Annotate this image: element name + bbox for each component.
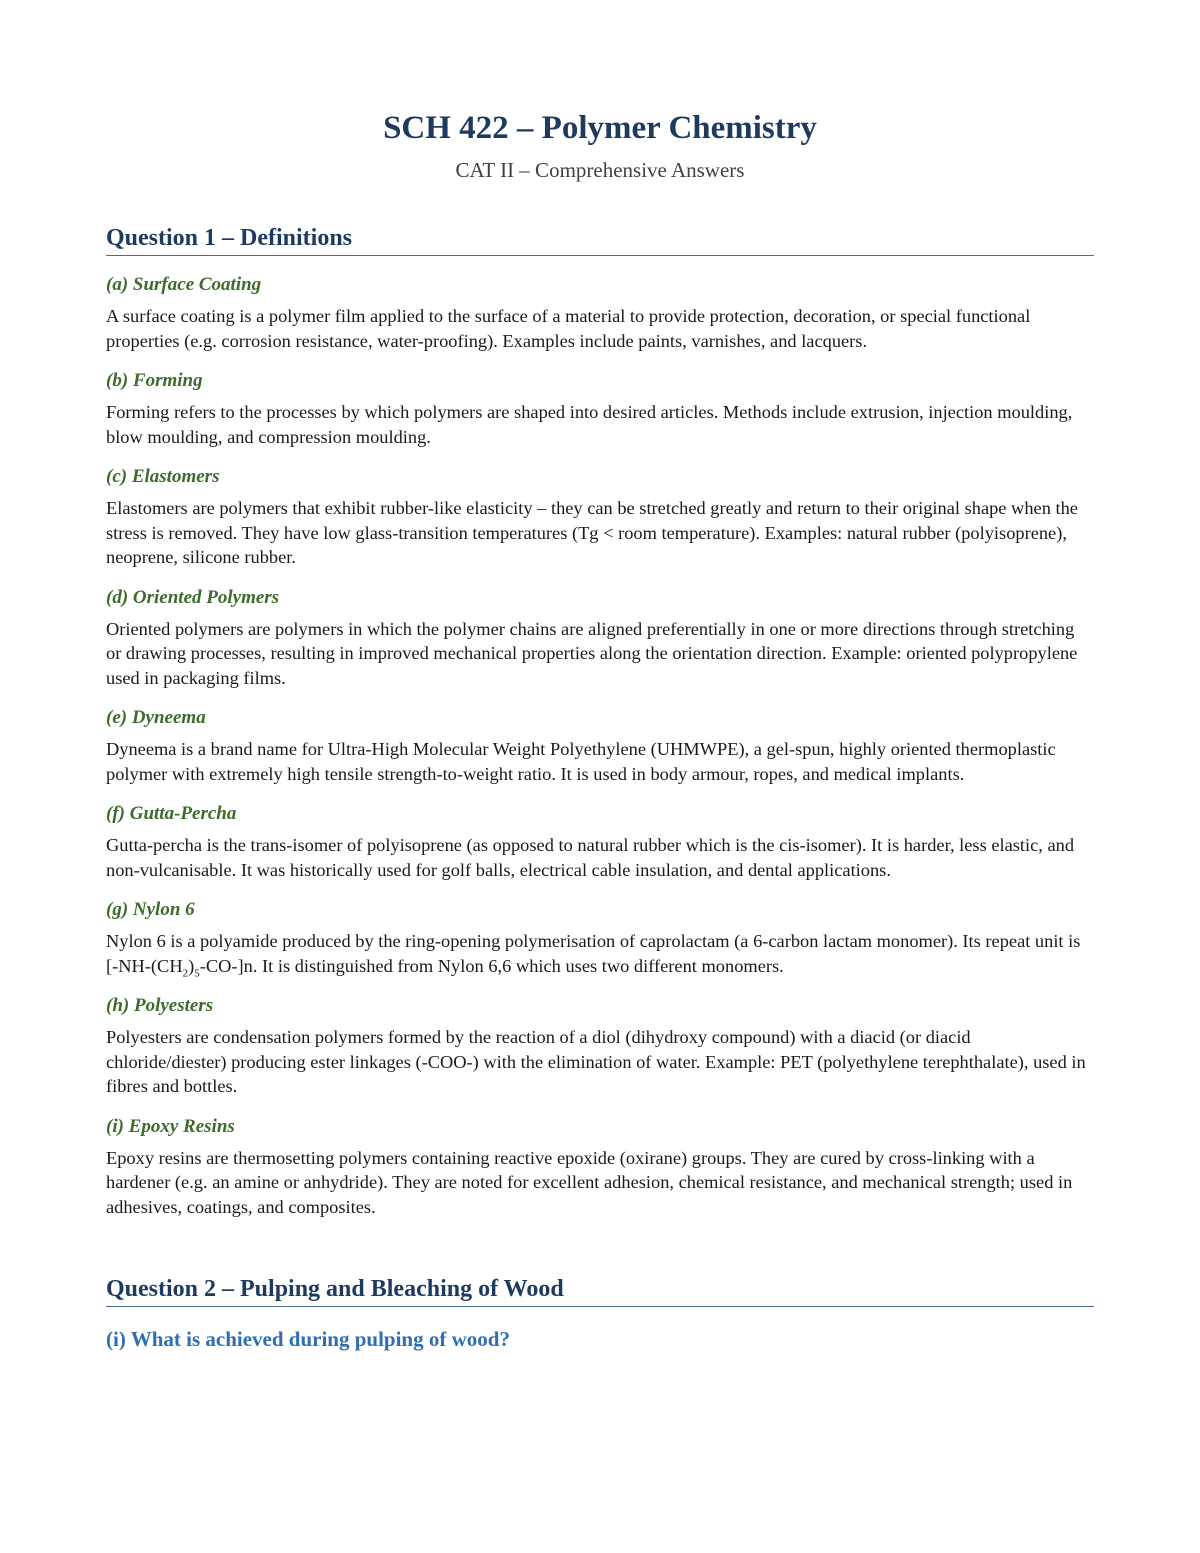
definition-text: Elastomers are polymers that exhibit rubber-like elasticity – they can be stretched greatly and return to their original shape when the stress is removed. They have low glass-transition temperatures (Tg < room temperature). Examples: natural rubber (polyisoprene), neoprene, silicone rubber. [106,498,1078,567]
question-1-heading: Question 1 – Definitions [106,223,1094,256]
nylon-text-part: -CO-]n. It is distinguished from Nylon 6,6 which uses two different monomers. [199,955,784,976]
document-title: SCH 422 – Polymer Chemistry [383,110,817,146]
definition-text: Epoxy resins are thermosetting polymers containing reactive epoxide (oxirane) groups. They are cured by cross-linking with a hardener (e.g. an amine or anhydride). They are noted for excellent adhesion, chemical resistance, and mechanical strength; used in adhesives, coatings, and composites. [106,1147,1073,1217]
definition-label: (h) Polyesters [106,995,214,1016]
definition-label: (d) Oriented Polymers [106,586,280,608]
definition-item-g [106,898,1094,978]
subscript: 2 [182,967,189,980]
definition-item-e [106,706,1094,786]
definition-label: (i) Epoxy Resins [106,1115,235,1137]
document-page [106,108,1094,1353]
definition-text [106,929,1094,978]
definition-text: Forming refers to the processes by which polymers are shaped into desired articles. Methods include extrusion, injection moulding, blow moulding, and compression moulding. [106,402,1073,447]
question-2-heading: Question 2 – Pulping and Bleaching of Wood [106,1274,1094,1307]
definition-item-a [106,273,1094,353]
definition-text: A surface coating is a polymer film applied to the surface of a material to provide protection, decoration, or special functional properties (e.g. corrosion resistance, water-proofing). Examples include paints, varnishes, and lacquers. [106,306,1031,351]
definition-text: Dyneema is a brand name for Ultra-High Molecular Weight Polyethylene (UHMWPE), a gel-spun, highly oriented thermoplastic polymer with extremely high tensile strength-to-weight ratio. It is used in body armour, ropes, and medical implants. [106,739,1056,784]
nylon-text-part: Nylon 6 is a polyamide produced by the ring-opening polymerisation of caprolactam (a 6-carbon lactam monomer). Its repeat unit is [-NH-(CH [106,931,1081,976]
nylon-text-part: ) [188,955,195,976]
definition-item-f [106,802,1094,882]
definition-label: (e) Dyneema [106,707,206,728]
document-subtitle: CAT II – Comprehensive Answers [455,158,745,182]
definition-item-i [106,1115,1094,1220]
question-2-section [106,1274,1094,1353]
subscript: 5 [194,967,200,980]
sub-question-heading: (i) What is achieved during pulping of wood? [106,1327,510,1351]
definition-item-d [106,586,1094,691]
definition-item-b [106,369,1094,449]
definition-label: (f) Gutta-Percha [106,803,237,824]
definition-label: (c) Elastomers [106,466,220,487]
definition-text: Polyesters are condensation polymers formed by the reaction of a diol (dihydroxy compound) with a diacid (or diacid chloride/diester) producing ester linkages (-COO-) with the elimination of water. Example: PET (polyethylene terephthalate), used in fibres and bottles. [106,1027,1086,1096]
question-1-section [106,223,1094,1219]
definition-label: (a) Surface Coating [106,274,262,295]
definition-text: Oriented polymers are polymers in which the polymer chains are aligned preferentially in one or more directions through stretching or drawing processes, resulting in improved mechanical properties along the orientation direction. Example: oriented polypropylene used in packaging films. [106,618,1078,688]
definition-item-c [106,465,1094,570]
definition-item-h [106,994,1094,1099]
definition-label: (b) Forming [106,370,203,391]
definition-label: (g) Nylon 6 [106,899,195,920]
definition-text: Gutta-percha is the trans-isomer of polyisoprene (as opposed to natural rubber which is the cis-isomer). It is harder, less elastic, and non-vulcanisable. It was historically used for golf balls, electrical cable insulation, and dental applications. [106,835,1075,880]
